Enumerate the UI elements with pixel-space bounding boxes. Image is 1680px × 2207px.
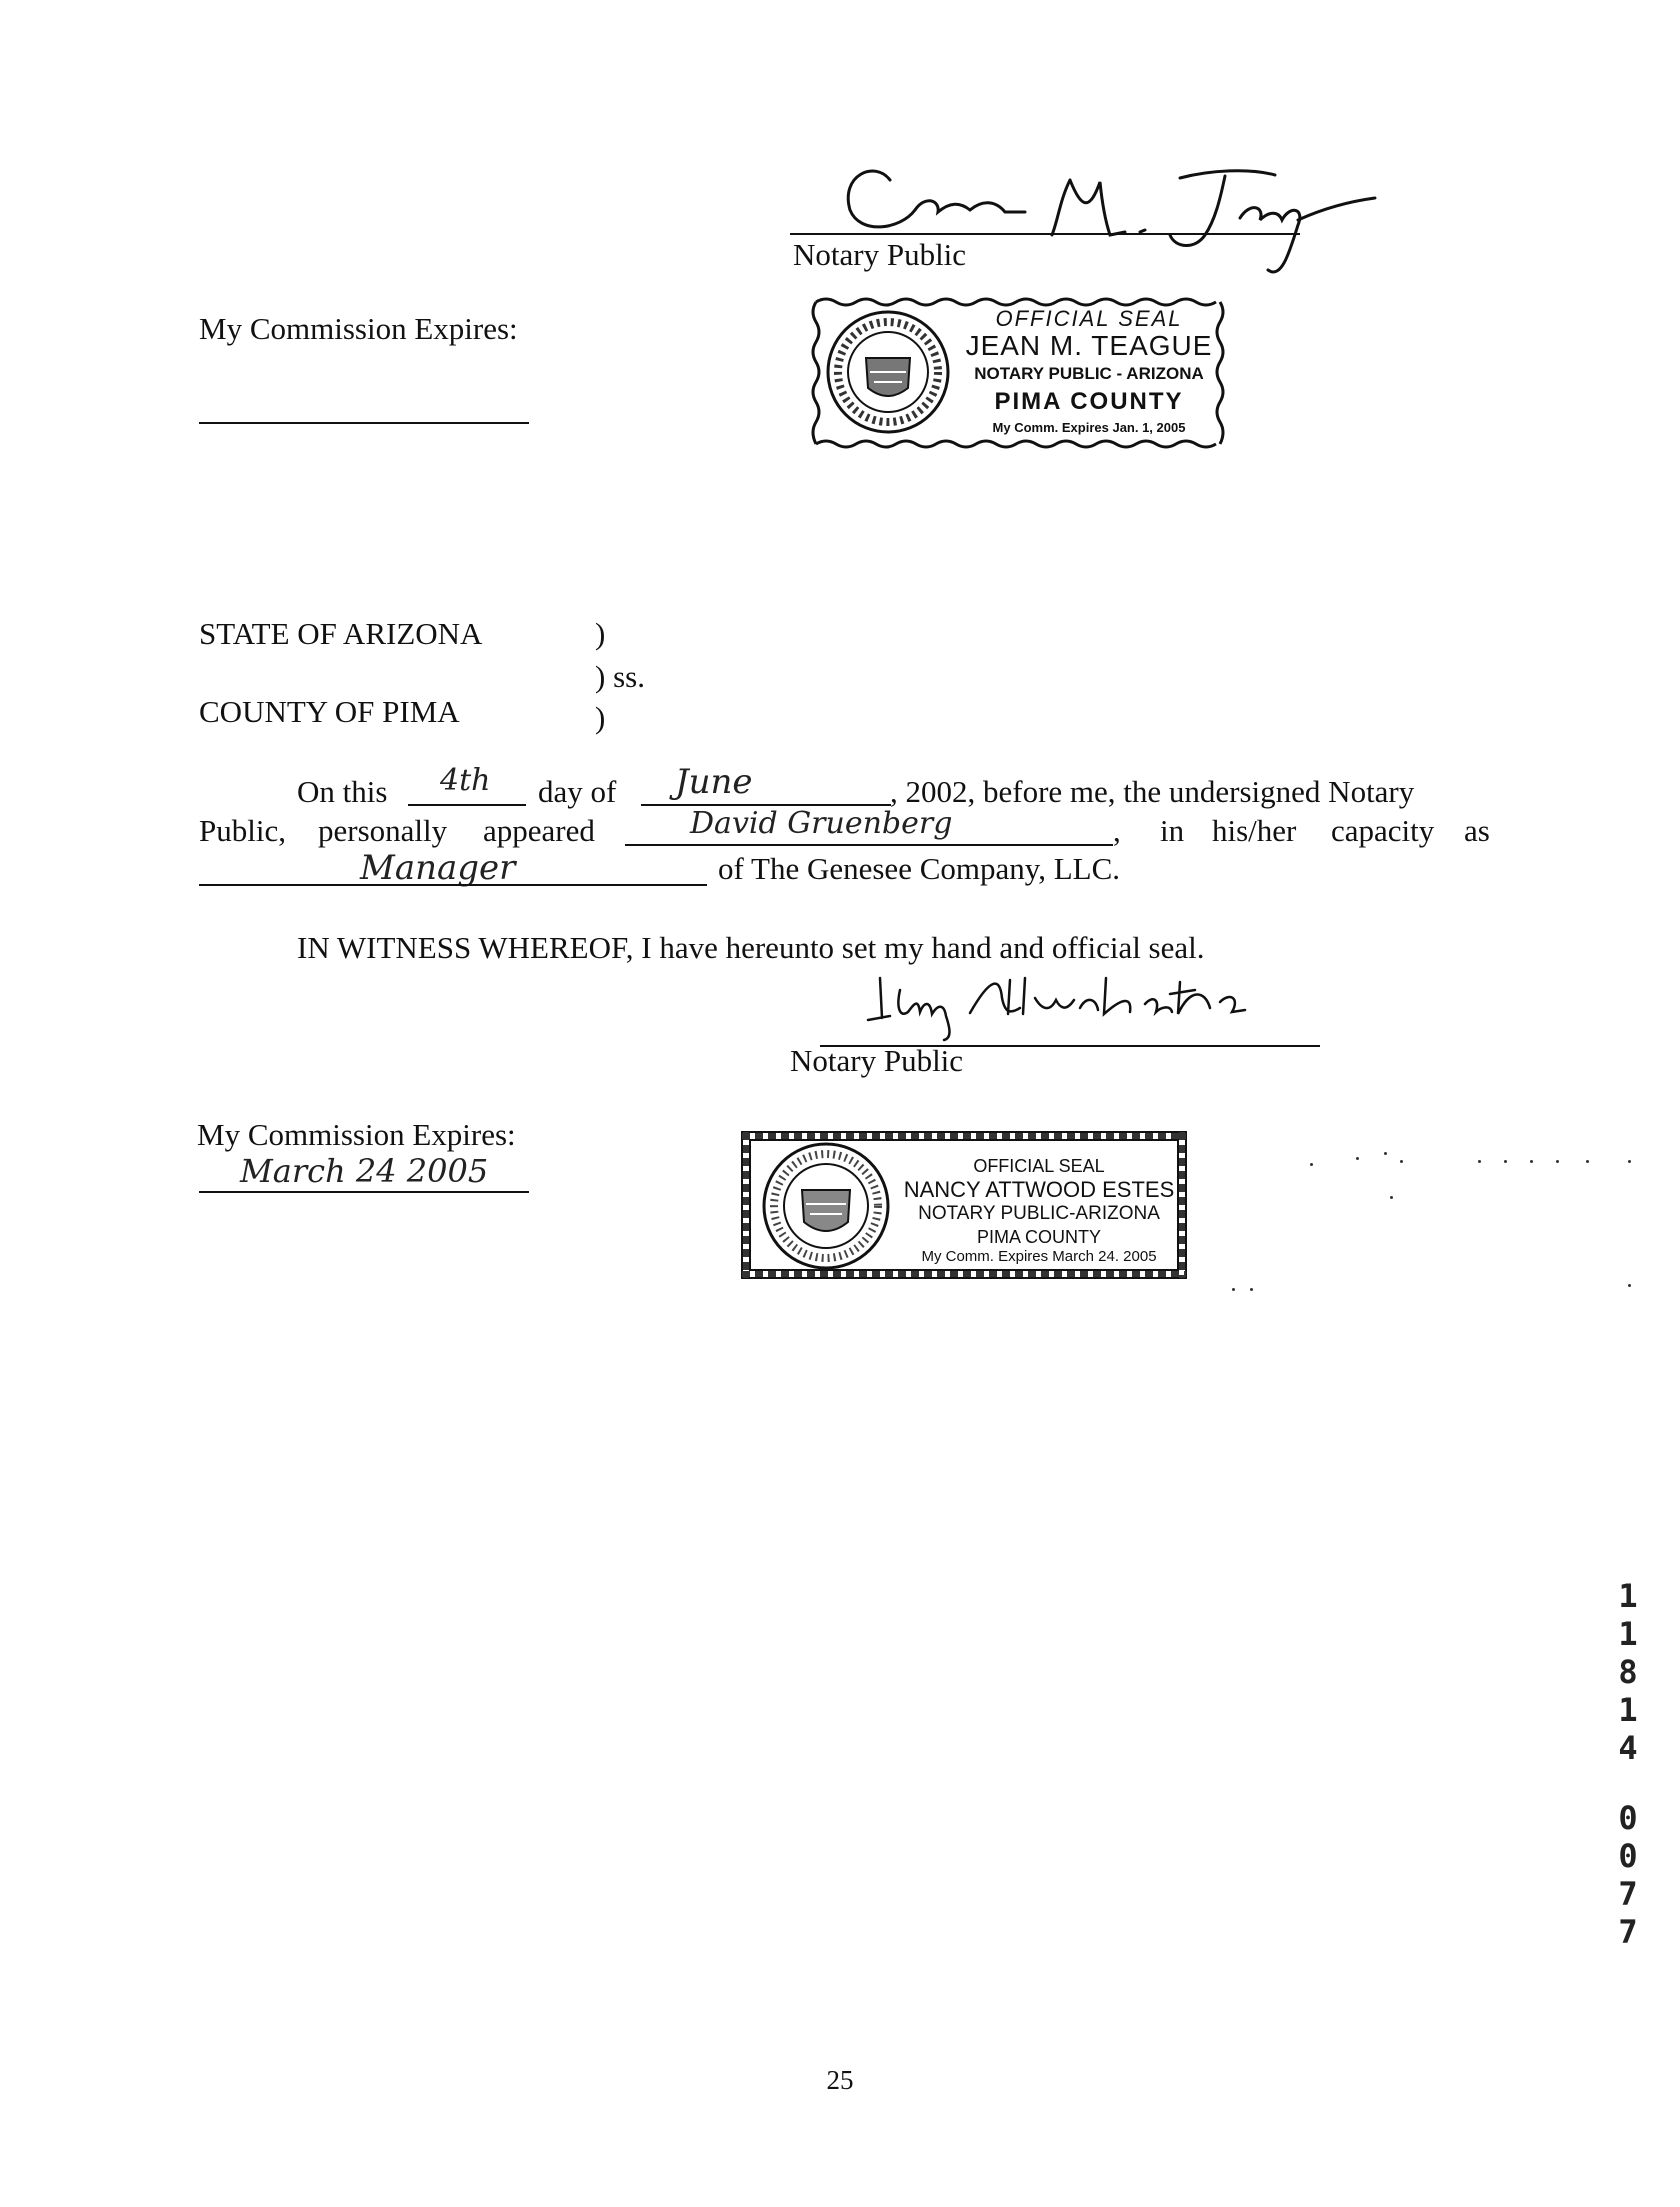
bottom-commission-expires-label: My Commission Expires:	[197, 1117, 516, 1152]
top-commission-expires-line	[199, 422, 529, 424]
ack-day-value: 4th	[440, 763, 491, 798]
venue-paren-1: )	[595, 616, 606, 651]
official-seal-teague	[808, 292, 1230, 454]
ack-person-value: David Gruenberg	[690, 806, 953, 841]
scan-speck	[1310, 1163, 1313, 1166]
venue-state: STATE OF ARIZONA	[199, 616, 483, 651]
page-number: 25	[826, 2065, 854, 2095]
scan-speck	[1504, 1160, 1507, 1163]
seal1-line1: OFFICIAL SEAL	[995, 306, 1183, 331]
venue-paren-2: )	[595, 700, 606, 735]
document-number-vertical	[1608, 1577, 1648, 1951]
scan-speck	[1400, 1160, 1403, 1163]
ack-title-value: Manager	[360, 848, 516, 888]
scan-speck	[1250, 1288, 1253, 1291]
seal2-line1: OFFICIAL SEAL	[973, 1156, 1105, 1176]
scan-speck	[1356, 1157, 1359, 1160]
seal1-line5: My Comm. Expires Jan. 1, 2005	[992, 420, 1186, 435]
doc-digit: 1	[1618, 1691, 1638, 1729]
ack-person-line	[625, 844, 1113, 846]
doc-digit: 1	[1618, 1577, 1638, 1615]
scan-speck	[1556, 1160, 1559, 1163]
doc-digit: 8	[1618, 1653, 1638, 1691]
ack-as: as	[1464, 813, 1490, 848]
scan-speck	[1586, 1160, 1589, 1163]
ack-personally: personally	[318, 813, 448, 848]
doc-digit: 0	[1618, 1837, 1638, 1875]
scan-speck	[1390, 1196, 1393, 1199]
ack-day-line	[408, 804, 526, 806]
bottom-commission-expires-line	[199, 1191, 529, 1193]
bottom-commission-value: March 24 2005	[240, 1152, 489, 1190]
ack-company-text: of The Genesee Company, LLC.	[718, 851, 1121, 886]
ack-his-her: his/her	[1212, 813, 1297, 848]
ack-month-value: June	[675, 762, 753, 802]
doc-digit: 7	[1618, 1875, 1638, 1913]
seal2-line5: My Comm. Expires March 24. 2005	[921, 1248, 1157, 1265]
ack-year-text: , 2002, before me, the undersigned Notary	[890, 774, 1415, 809]
venue-ss: ) ss.	[595, 659, 645, 694]
witness-text: IN WITNESS WHEREOF, I have hereunto set my hand and official seal.	[297, 930, 1205, 965]
ack-on-this: On this	[297, 774, 388, 809]
ack-appeared: appeared	[483, 813, 595, 848]
scan-speck	[1384, 1152, 1387, 1155]
ack-public: Public,	[199, 813, 286, 848]
scan-speck	[1478, 1160, 1481, 1163]
top-notary-public-label: Notary Public	[793, 237, 967, 272]
seal1-line3: NOTARY PUBLIC - ARIZONA	[974, 364, 1204, 383]
ack-in: in	[1160, 813, 1185, 848]
seal2-line4: PIMA COUNTY	[976, 1227, 1101, 1247]
notary-signature-estes	[860, 968, 1280, 1048]
doc-digit: 0	[1618, 1799, 1638, 1837]
ack-title-line	[199, 884, 707, 886]
ack-comma: ,	[1113, 813, 1121, 848]
ack-day-of: day of	[538, 774, 617, 809]
bottom-notary-public-label: Notary Public	[790, 1043, 964, 1078]
seal1-line2: JEAN M. TEAGUE	[965, 330, 1213, 361]
top-signature-line	[790, 233, 1300, 235]
seal2-line2: NANCY ATTWOOD ESTES	[903, 1177, 1175, 1202]
doc-digit: 1	[1618, 1615, 1638, 1653]
scan-speck	[1530, 1160, 1533, 1163]
seal1-line4: PIMA COUNTY	[994, 388, 1184, 415]
ack-capacity: capacity	[1331, 813, 1435, 848]
official-seal-estes	[736, 1126, 1192, 1284]
scan-speck	[1628, 1284, 1631, 1287]
scan-speck	[1232, 1288, 1235, 1291]
doc-digit: 7	[1618, 1913, 1638, 1951]
scan-speck	[1628, 1160, 1631, 1163]
venue-county: COUNTY OF PIMA	[199, 694, 460, 729]
doc-digit: 4	[1618, 1729, 1638, 1767]
top-commission-expires-label: My Commission Expires:	[199, 311, 518, 346]
seal2-line3: NOTARY PUBLIC-ARIZONA	[918, 1203, 1160, 1224]
